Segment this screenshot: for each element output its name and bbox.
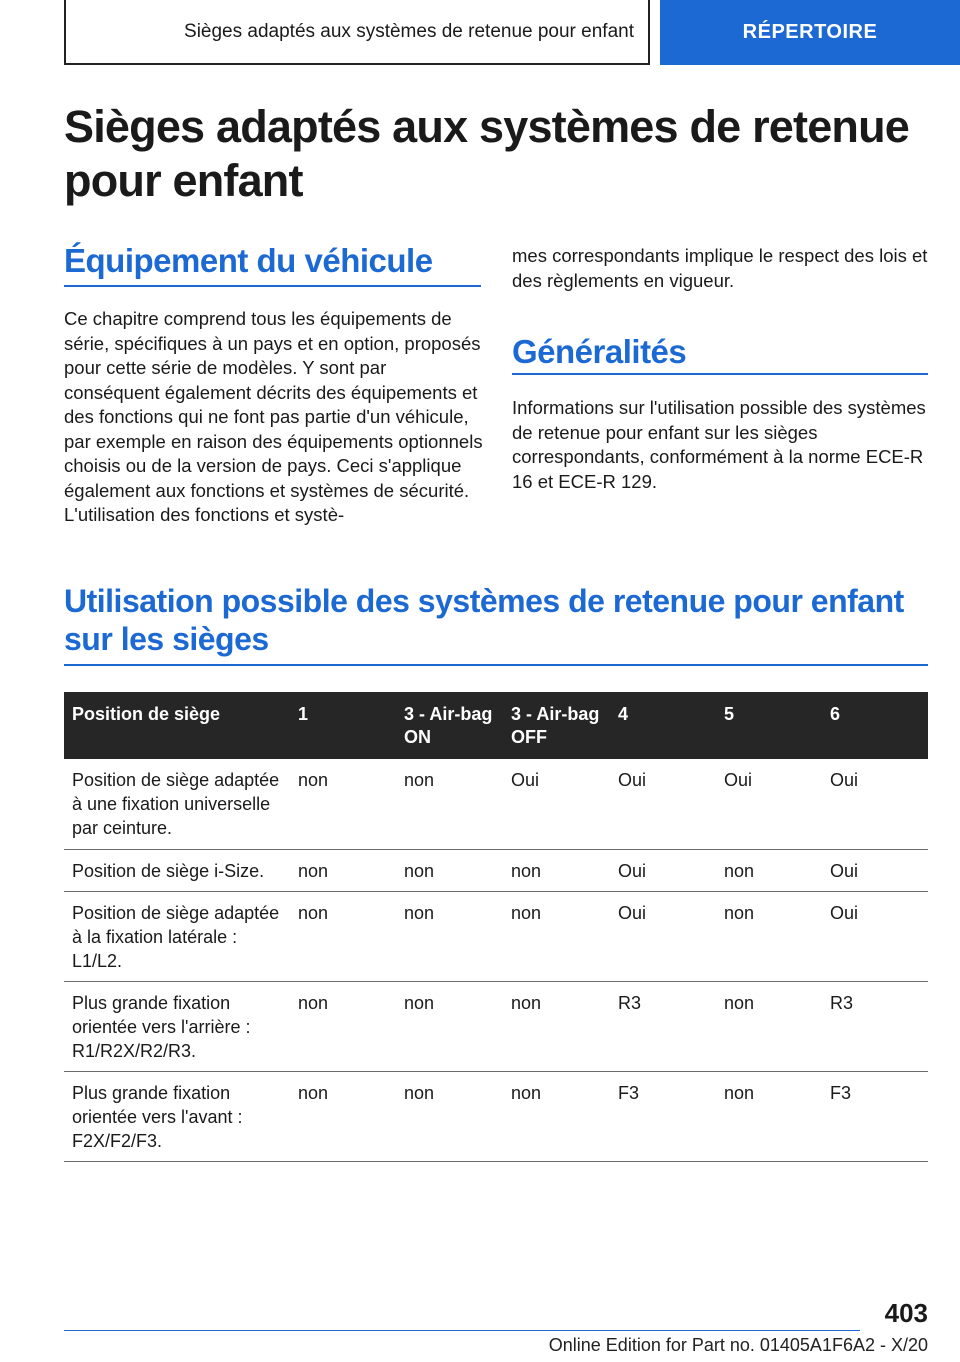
header-cell: Position de siège <box>64 692 290 759</box>
table-cell: Oui <box>822 891 928 981</box>
table-cell: non <box>716 891 822 981</box>
table-cell: Position de siège i-Size. <box>64 849 290 891</box>
page-number: 403 <box>884 1298 928 1328</box>
table-cell: non <box>503 981 610 1071</box>
table-cell: R3 <box>822 981 928 1071</box>
table-row <box>64 1071 928 1161</box>
equipment-text-left: Ce chapitre comprend tous les équipements de série, spécifiques à un pays et en option, proposés pour cette série de modèles. Y sont par conséquent également décrits des équipements et des fonctions qui ne font pas partie d'un véhicule, par exemple en raison des équipements optionnels choisis ou de la version de pays. Ceci s'applique également aux fonctions et systèmes de sécurité. L'utilisation des fonctions et systè- <box>64 308 483 525</box>
table-cell: F3 <box>822 1071 928 1161</box>
table-row <box>64 849 928 891</box>
table-cell: Oui <box>716 759 822 849</box>
footer-edition: Online Edition for Part no. 01405A1F6A2 - X/20 <box>548 1335 928 1355</box>
table-cell: non <box>716 1071 822 1161</box>
table-cell: non <box>396 759 503 849</box>
table-cell: Oui <box>503 759 610 849</box>
table-row <box>64 891 928 981</box>
table-cell: non <box>290 759 396 849</box>
table-cell: non <box>503 1071 610 1161</box>
header-section-title <box>64 0 650 65</box>
table-cell: Position de siège adaptée à une fixation universelle par ceinture. <box>64 759 290 849</box>
table-cell: non <box>503 849 610 891</box>
header-cell: 4 <box>610 692 716 759</box>
header-index-tab[interactable] <box>660 0 960 65</box>
table-cell: Oui <box>610 849 716 891</box>
header-cell: 3 - Air-bag OFF <box>503 692 610 759</box>
table-cell: non <box>716 849 822 891</box>
equipment-text-right: mes correspondants implique le respect des lois et des règlements en vigueur. <box>512 245 928 291</box>
table-cell: non <box>290 891 396 981</box>
table-cell: non <box>396 981 503 1071</box>
table-cell: non <box>290 1071 396 1161</box>
header-index-label: RÉPERTOIRE <box>742 21 878 43</box>
section-usage-heading <box>64 582 928 666</box>
table-cell: Plus grande fixation orientée vers l'arrière : R1/R2X/R2/R3. <box>64 981 290 1071</box>
table-cell: R3 <box>610 981 716 1071</box>
general-heading: Généralités <box>512 333 687 370</box>
table-cell: Oui <box>822 849 928 891</box>
table-cell: Oui <box>610 759 716 849</box>
table-row <box>64 981 928 1071</box>
equipment-heading: Équipement du véhicule <box>64 242 433 279</box>
table-cell: Oui <box>822 759 928 849</box>
footer-divider <box>64 1330 860 1331</box>
seat-compatibility-table <box>64 692 928 1162</box>
table-cell: Position de siège adaptée à la fixation latérale : L1/L2. <box>64 891 290 981</box>
section-equipment-heading <box>64 242 481 287</box>
table-header-row <box>64 692 928 759</box>
section-general-heading <box>512 333 928 375</box>
table-row <box>64 759 928 849</box>
header-cell: 6 <box>822 692 928 759</box>
table-cell: non <box>396 849 503 891</box>
table-cell: non <box>716 981 822 1071</box>
table-cell: non <box>290 981 396 1071</box>
header-cell: 1 <box>290 692 396 759</box>
usage-heading: Utilisation possible des systèmes de retenue pour enfant sur les sièges <box>64 583 904 657</box>
table-cell: non <box>290 849 396 891</box>
general-text: Informations sur l'utilisation possible des systèmes de retenue pour enfant sur les sièges correspondants, conformément à la norme ECE-R 16 et ECE-R 129. <box>512 397 926 492</box>
header-cell: 5 <box>716 692 822 759</box>
table-cell: Oui <box>610 891 716 981</box>
header-cell: 3 - Air-bag ON <box>396 692 503 759</box>
table-cell: F3 <box>610 1071 716 1161</box>
header-section-label: Sièges adaptés aux systèmes de retenue pour enfant <box>184 20 634 42</box>
table-cell: non <box>396 1071 503 1161</box>
table-cell: non <box>396 891 503 981</box>
table-cell: non <box>503 891 610 981</box>
page-title: Sièges adaptés aux systèmes de retenue pour enfant <box>64 101 910 206</box>
table-cell: Plus grande fixation orientée vers l'avant : F2X/F2/F3. <box>64 1071 290 1161</box>
